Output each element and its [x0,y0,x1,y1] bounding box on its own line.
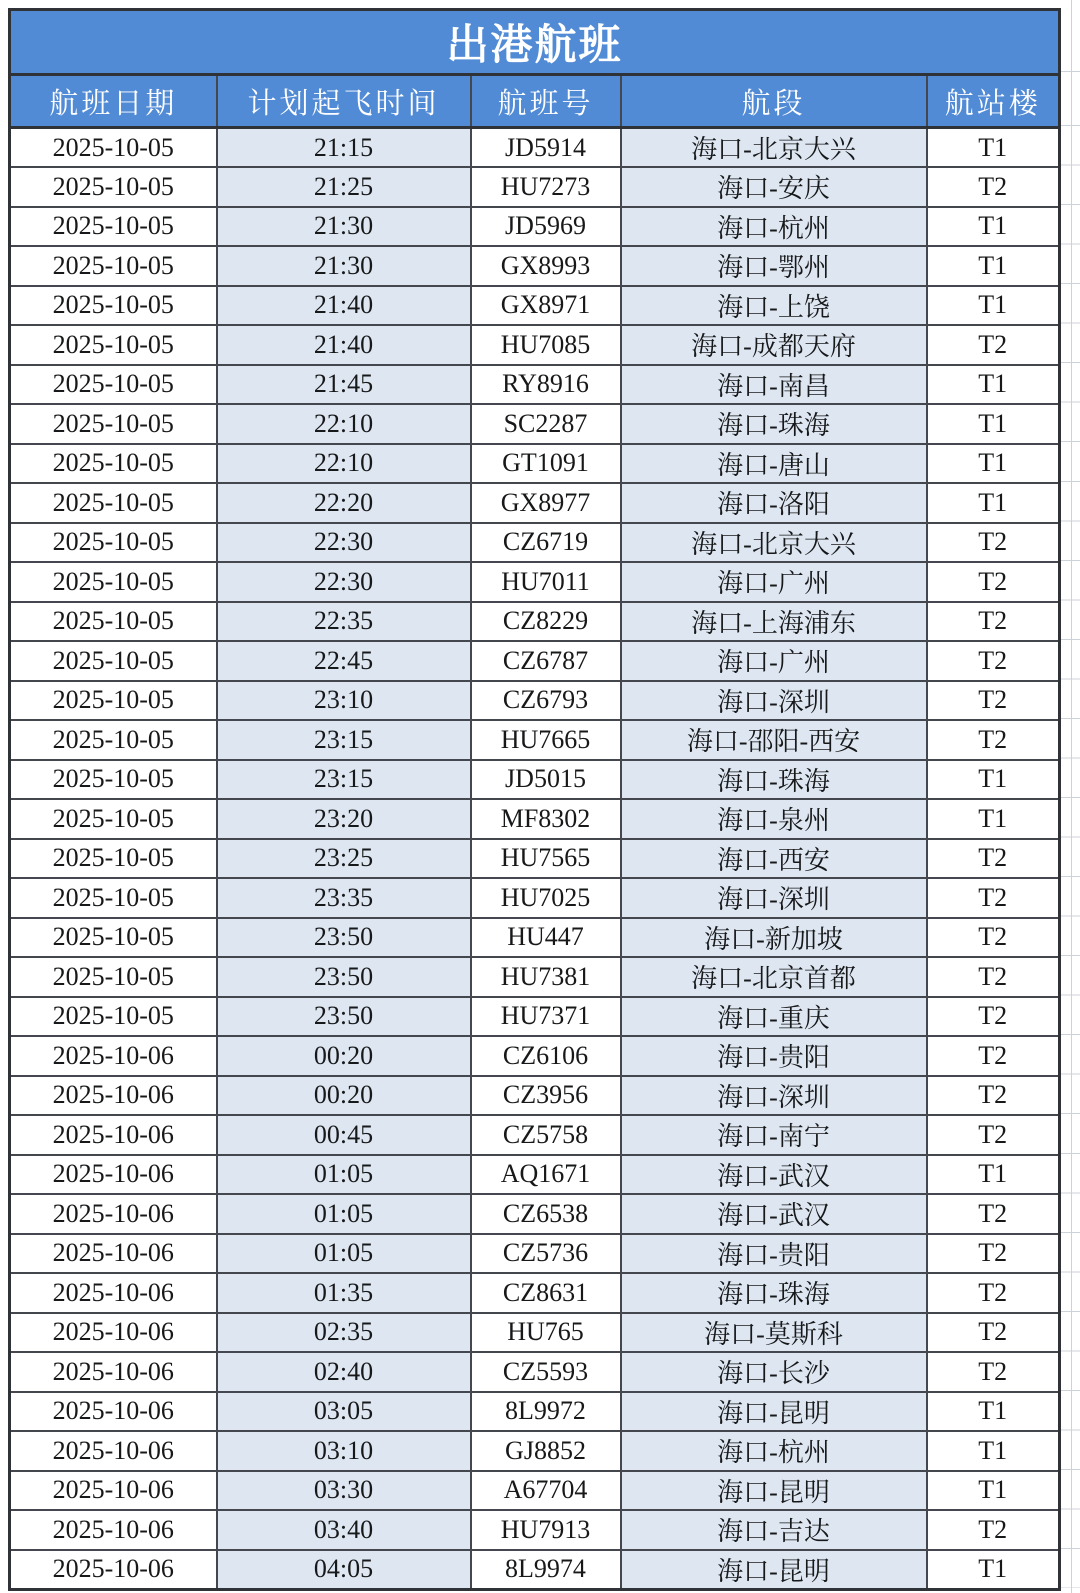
table-cell: 2025-10-05 [10,562,217,602]
table-cell: 2025-10-05 [10,404,217,444]
table-cell: JD5969 [471,207,621,247]
table-cell: T2 [927,602,1060,642]
table-cell: HU765 [471,1313,621,1353]
table-cell: 海口-昆明 [621,1392,927,1432]
table-cell: 2025-10-06 [10,1352,217,1392]
table-cell: 21:40 [217,325,471,365]
table-cell: RY8916 [471,365,621,405]
table-cell: 海口-南宁 [621,1115,927,1155]
table-cell: 22:45 [217,641,471,681]
flight-table-header-row [10,75,1060,128]
table-cell: 22:10 [217,444,471,484]
table-row [10,1392,1060,1432]
table-cell: T2 [927,1076,1060,1116]
table-cell: 海口-上饶 [621,286,927,326]
table-cell: 2025-10-05 [10,365,217,405]
table-row [10,641,1060,681]
table-cell: HU447 [471,918,621,958]
table-cell: 2025-10-05 [10,207,217,247]
table-row [10,1076,1060,1116]
column-header: 航段 [621,75,927,128]
table-row [10,799,1060,839]
table-cell: 2025-10-05 [10,918,217,958]
table-row [10,246,1060,286]
table-cell: 2025-10-06 [10,1234,217,1274]
table-row [10,128,1060,168]
sheet-gridline-horizontal [1058,71,1080,72]
table-cell: 2025-10-05 [10,799,217,839]
table-row [10,1550,1060,1590]
table-cell: HU7085 [471,325,621,365]
table-cell: 2025-10-05 [10,957,217,997]
table-cell: HU7665 [471,720,621,760]
table-cell: T2 [927,1510,1060,1550]
table-cell: HU7011 [471,562,621,602]
table-cell: 海口-泉州 [621,799,927,839]
table-cell: T1 [927,483,1060,523]
table-cell: 2025-10-05 [10,602,217,642]
table-cell: 00:45 [217,1115,471,1155]
table-cell: 22:30 [217,523,471,563]
table-cell: T1 [927,246,1060,286]
table-cell: 2025-10-06 [10,1115,217,1155]
table-cell: HU7025 [471,878,621,918]
table-cell: 海口-鄂州 [621,246,927,286]
table-cell: 21:25 [217,167,471,207]
table-cell: 23:15 [217,760,471,800]
table-cell: GX8977 [471,483,621,523]
table-cell: SC2287 [471,404,621,444]
table-row [10,483,1060,523]
table-cell: T2 [927,1313,1060,1353]
table-row [10,997,1060,1037]
table-cell: HU7381 [471,957,621,997]
table-row [10,1471,1060,1511]
table-cell: 海口-长沙 [621,1352,927,1392]
column-header: 航班号 [471,75,621,128]
table-cell: 2025-10-05 [10,246,217,286]
table-cell: GX8971 [471,286,621,326]
table-cell: 02:40 [217,1352,471,1392]
table-row [10,918,1060,958]
table-row [10,1036,1060,1076]
table-cell: T2 [927,1234,1060,1274]
table-cell: 2025-10-05 [10,878,217,918]
table-cell: 22:20 [217,483,471,523]
table-cell: 2025-10-06 [10,1273,217,1313]
sheet-gridlines-right-sliver [1058,125,1080,1588]
table-cell: T2 [927,325,1060,365]
table-cell: 03:30 [217,1471,471,1511]
table-cell: 2025-10-05 [10,325,217,365]
table-cell: 2025-10-06 [10,1076,217,1116]
table-row [10,760,1060,800]
table-cell: 23:50 [217,997,471,1037]
table-cell: 海口-洛阳 [621,483,927,523]
table-cell: CZ6538 [471,1194,621,1234]
table-row [10,325,1060,365]
table-cell: 21:40 [217,286,471,326]
table-cell: 21:30 [217,207,471,247]
table-cell: 2025-10-05 [10,523,217,563]
table-cell: 21:15 [217,128,471,168]
table-cell: 01:05 [217,1234,471,1274]
table-cell: 2025-10-05 [10,286,217,326]
table-cell: T1 [927,760,1060,800]
table-row [10,1273,1060,1313]
table-cell: HU7565 [471,839,621,879]
table-cell: 2025-10-05 [10,681,217,721]
table-cell: 8L9972 [471,1392,621,1432]
table-cell: 00:20 [217,1036,471,1076]
table-cell: CZ8631 [471,1273,621,1313]
table-cell: 海口-成都天府 [621,325,927,365]
table-row [10,878,1060,918]
table-cell: 2025-10-05 [10,997,217,1037]
table-cell: 海口-唐山 [621,444,927,484]
table-cell: T2 [927,997,1060,1037]
table-row [10,720,1060,760]
table-cell: 海口-北京大兴 [621,523,927,563]
column-header: 计划起飞时间 [217,75,471,128]
table-cell: 23:25 [217,839,471,879]
table-row [10,207,1060,247]
table-row [10,839,1060,879]
table-cell: 海口-邵阳-西安 [621,720,927,760]
table-cell: 2025-10-05 [10,483,217,523]
departure-flights-table [8,8,1061,1591]
table-cell: 03:10 [217,1431,471,1471]
table-cell: 2025-10-05 [10,720,217,760]
table-cell: 2025-10-06 [10,1392,217,1432]
table-cell: 2025-10-06 [10,1036,217,1076]
table-row [10,1155,1060,1195]
table-cell: 海口-贵阳 [621,1234,927,1274]
table-row [10,167,1060,207]
table-cell: T2 [927,641,1060,681]
table-row [10,1115,1060,1155]
table-cell: T2 [927,167,1060,207]
table-cell: HU7913 [471,1510,621,1550]
table-cell: 海口-莫斯科 [621,1313,927,1353]
table-cell: 海口-深圳 [621,1076,927,1116]
table-cell: AQ1671 [471,1155,621,1195]
table-cell: 22:35 [217,602,471,642]
table-cell: 2025-10-05 [10,167,217,207]
table-cell: T1 [927,404,1060,444]
table-cell: T2 [927,878,1060,918]
table-cell: 海口-深圳 [621,878,927,918]
table-cell: 海口-广州 [621,641,927,681]
flight-table-body [10,128,1060,1590]
table-cell: 23:50 [217,957,471,997]
table-cell: 2025-10-06 [10,1155,217,1195]
table-cell: T2 [927,1352,1060,1392]
table-cell: T1 [927,128,1060,168]
table-cell: 2025-10-06 [10,1471,217,1511]
table-cell: 海口-杭州 [621,207,927,247]
table-cell: 海口-上海浦东 [621,602,927,642]
table-cell: T1 [927,286,1060,326]
table-cell: 23:35 [217,878,471,918]
table-cell: 海口-武汉 [621,1194,927,1234]
column-header: 航班日期 [10,75,217,128]
table-cell: 2025-10-06 [10,1313,217,1353]
table-cell: 01:05 [217,1155,471,1195]
table-cell: T2 [927,523,1060,563]
table-cell: 2025-10-05 [10,444,217,484]
table-row [10,1352,1060,1392]
table-cell: A67704 [471,1471,621,1511]
table-cell: T2 [927,562,1060,602]
table-cell: 2025-10-05 [10,128,217,168]
table-cell: HU7371 [471,997,621,1037]
table-cell: CZ5758 [471,1115,621,1155]
table-cell: 海口-北京首都 [621,957,927,997]
table-cell: JD5015 [471,760,621,800]
table-cell: 海口-珠海 [621,1273,927,1313]
table-cell: 8L9974 [471,1550,621,1590]
table-cell: CZ6787 [471,641,621,681]
table-cell: 2025-10-05 [10,760,217,800]
table-cell: GJ8852 [471,1431,621,1471]
table-cell: 00:20 [217,1076,471,1116]
table-row [10,404,1060,444]
table-cell: 海口-深圳 [621,681,927,721]
table-cell: 03:05 [217,1392,471,1432]
table-row [10,1431,1060,1471]
table-cell: T1 [927,365,1060,405]
table-cell: T2 [927,918,1060,958]
table-cell: MF8302 [471,799,621,839]
table-cell: 海口-新加坡 [621,918,927,958]
table-cell: CZ5593 [471,1352,621,1392]
table-title-row [10,10,1060,75]
table-cell: 22:30 [217,562,471,602]
table-cell: 海口-吉达 [621,1510,927,1550]
table-cell: 23:10 [217,681,471,721]
table-row [10,562,1060,602]
table-cell: 海口-重庆 [621,997,927,1037]
table-cell: 海口-珠海 [621,404,927,444]
table-row [10,444,1060,484]
table-cell: 海口-昆明 [621,1471,927,1511]
table-row [10,523,1060,563]
table-cell: 2025-10-05 [10,839,217,879]
table-cell: CZ6719 [471,523,621,563]
table-cell: 2025-10-06 [10,1550,217,1590]
table-cell: T2 [927,839,1060,879]
table-cell: 23:50 [217,918,471,958]
table-cell: 海口-北京大兴 [621,128,927,168]
column-header: 航站楼 [927,75,1060,128]
table-cell: T2 [927,1194,1060,1234]
table-cell: T1 [927,444,1060,484]
table-cell: 01:05 [217,1194,471,1234]
table-cell: 海口-昆明 [621,1550,927,1590]
table-cell: CZ8229 [471,602,621,642]
table-cell: T1 [927,799,1060,839]
table-cell: JD5914 [471,128,621,168]
table-cell: 22:10 [217,404,471,444]
table-row [10,1313,1060,1353]
table-cell: T1 [927,1471,1060,1511]
table-row [10,1510,1060,1550]
table-cell: T2 [927,681,1060,721]
flight-table-head [10,10,1060,128]
table-cell: 04:05 [217,1550,471,1590]
table-cell: CZ6106 [471,1036,621,1076]
table-cell: T2 [927,1036,1060,1076]
table-cell: 2025-10-06 [10,1194,217,1234]
table-cell: 2025-10-06 [10,1431,217,1471]
table-cell: T2 [927,957,1060,997]
table-cell: 海口-武汉 [621,1155,927,1195]
table-cell: 23:20 [217,799,471,839]
table-cell: 2025-10-06 [10,1510,217,1550]
table-cell: CZ5736 [471,1234,621,1274]
table-row [10,1234,1060,1274]
table-cell: 23:15 [217,720,471,760]
table-cell: T2 [927,1273,1060,1313]
table-cell: CZ6793 [471,681,621,721]
table-cell: 海口-杭州 [621,1431,927,1471]
table-cell: T1 [927,1392,1060,1432]
table-row [10,602,1060,642]
table-cell: 01:35 [217,1273,471,1313]
table-cell: T2 [927,1115,1060,1155]
table-cell: 海口-广州 [621,562,927,602]
table-row [10,1194,1060,1234]
table-cell: 21:30 [217,246,471,286]
table-cell: 03:40 [217,1510,471,1550]
table-cell: T1 [927,1155,1060,1195]
table-cell: HU7273 [471,167,621,207]
table-row [10,957,1060,997]
table-cell: 海口-珠海 [621,760,927,800]
table-cell: 海口-南昌 [621,365,927,405]
table-cell: 02:35 [217,1313,471,1353]
table-cell: 2025-10-05 [10,641,217,681]
table-row [10,365,1060,405]
table-cell: 海口-西安 [621,839,927,879]
table-cell: T1 [927,207,1060,247]
table-cell: T2 [927,720,1060,760]
table-row [10,286,1060,326]
table-cell: CZ3956 [471,1076,621,1116]
table-cell: T1 [927,1431,1060,1471]
table-row [10,681,1060,721]
table-cell: T1 [927,1550,1060,1590]
table-cell: 海口-贵阳 [621,1036,927,1076]
page-title: 出港航班 [10,10,1060,75]
table-cell: GX8993 [471,246,621,286]
table-cell: 21:45 [217,365,471,405]
table-cell: GT1091 [471,444,621,484]
table-cell: 海口-安庆 [621,167,927,207]
